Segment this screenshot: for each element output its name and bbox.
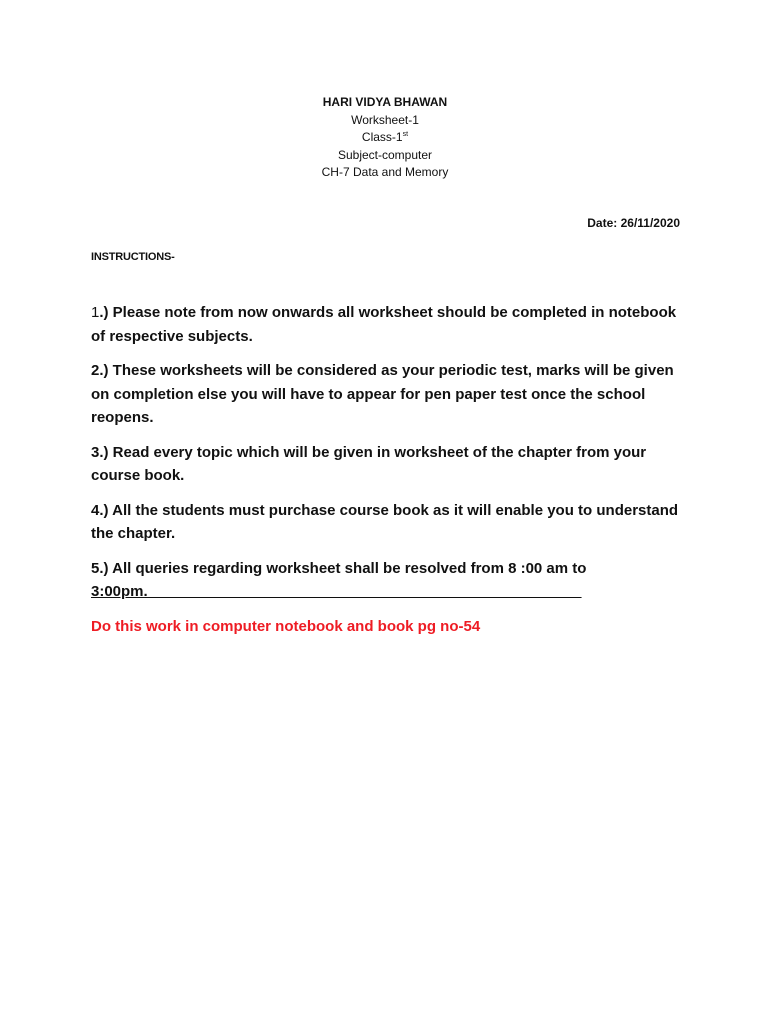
instruction-text: .) These worksheets will be considered as your periodic test, marks will be given on completion else you will have to appear for pen paper test once the school reopens. <box>91 362 674 426</box>
instruction-number: 1 <box>91 304 100 321</box>
class-ordinal-suffix: st <box>402 131 409 138</box>
instruction-item-3 <box>91 441 681 488</box>
instruction-item-1 <box>91 301 681 348</box>
subject-line: Subject-computer <box>337 147 433 162</box>
instruction-time-tail: 3:00pm.____________________________________________________ <box>91 583 582 600</box>
instruction-text: .) Read every topic which will be given in worksheet of the chapter from your course book. <box>91 443 647 484</box>
instruction-item-5 <box>91 557 681 604</box>
instruction-item-2 <box>91 359 681 430</box>
instruction-number: 4 <box>91 501 100 519</box>
chapter-line: CH-7 Data and Memory <box>321 165 449 179</box>
document-header <box>0 94 770 182</box>
date-label: Date: 26/11/2020 <box>587 216 680 230</box>
instruction-item-4 <box>91 499 681 546</box>
instruction-number: 3 <box>91 443 100 461</box>
instructions-heading: INSTRUCTIONS- <box>91 251 175 263</box>
instruction-text: .) All queries regarding worksheet shall be resolved from 8 :00 am to <box>99 559 587 577</box>
school-name: HARI VIDYA BHAWAN <box>322 95 448 109</box>
instruction-number: 2 <box>91 362 100 379</box>
instructions-list <box>91 301 681 638</box>
instruction-text: .) Please note from now onwards all worksheet should be completed in notebook of respective subjects. <box>91 304 677 345</box>
worksheet-number: Worksheet-1 <box>351 112 419 127</box>
class-text: Class-1 <box>361 130 403 144</box>
class-line <box>0 129 770 147</box>
red-note: Do this work in computer notebook and book pg no-54 <box>91 617 481 635</box>
instruction-number: 5 <box>91 559 100 577</box>
instruction-text: .) All the students must purchase course book as it will enable you to understand the chapter. <box>91 501 679 542</box>
